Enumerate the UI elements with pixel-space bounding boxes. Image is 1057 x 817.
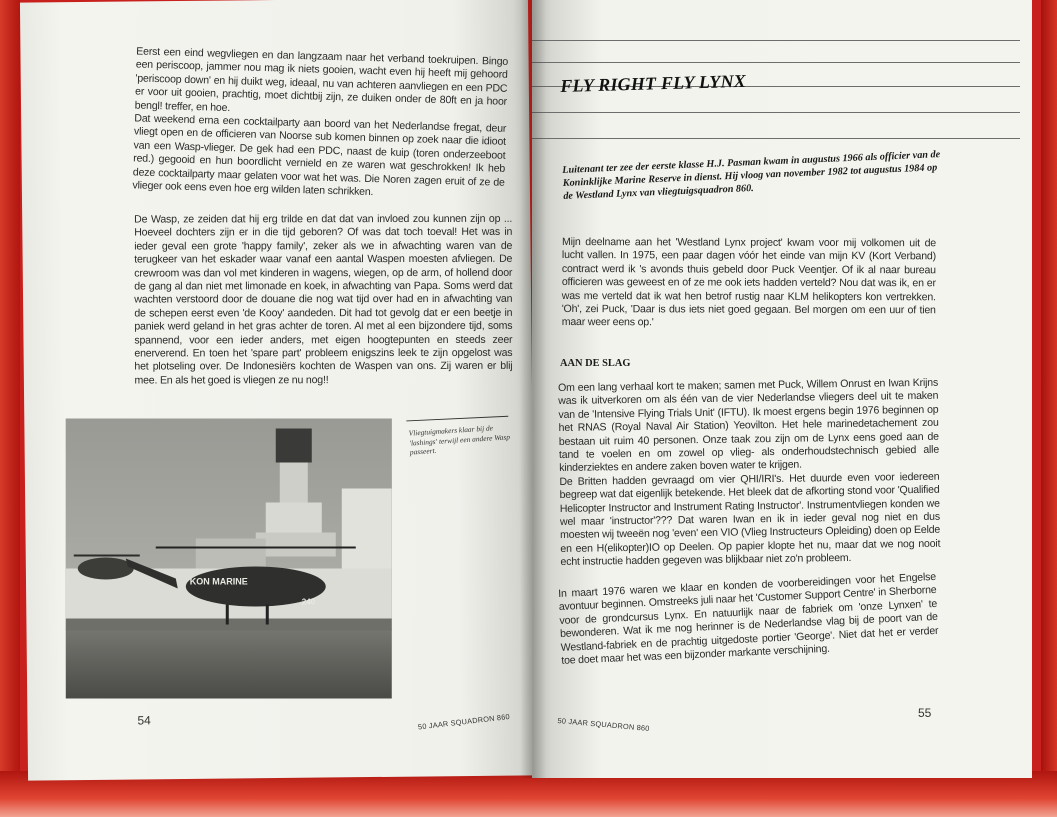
- right-text-block-2: [558, 377, 941, 570]
- title-rule: [532, 62, 1020, 63]
- title-rule: [532, 40, 1020, 41]
- chapter-intro: Luitenant ter zee der eerste klasse H.J. Pasman kwam in augustus 1966 als officier van de Koninklijke Marine Reserve in dienst. Hij vloog van november 1982 tot augustus 1984 op de Westland Lynx van vliegtuigsquadron 860.: [562, 149, 941, 203]
- photo-caption: Vliegtuigmakers klaar bij de 'lashings' terwijl een andere Wasp passeert.: [408, 423, 511, 457]
- footer-right: 50 JAAR SQUADRON 860: [557, 716, 650, 734]
- section-heading: AAN DE SLAG: [560, 358, 631, 369]
- helicopter-hull-text: KON MARINE: [189, 576, 248, 587]
- book-cover-edge-right: [1041, 0, 1057, 817]
- helicopter-number: 240: [301, 597, 316, 607]
- title-rule: [532, 138, 1020, 139]
- left-paragraph-2: Dat weekend erna een cocktailparty aan boord van het Nederlandse fregat, deur vliegt open en de officieren van Noorse sub komen binnen op zoek naar die idioot van een Wasp-vlieger. De gek had een PDC, naast de kuip (toren onderzeeboot red.) gegooid en hun boordlicht vernield en ze waren wat geschrokken! Ik heb deze cocktailparty maar gelaten voor wat het was. Die Noren zagen eruit of ze de vlieger ook eens even hoe erg wilden laten schrikken.: [132, 112, 507, 199]
- left-text-block-2: [134, 213, 512, 388]
- left-text-block-1: [132, 45, 508, 203]
- book-cover-edge-left: [0, 0, 20, 817]
- page-number-left: 54: [137, 713, 151, 728]
- title-rule: [532, 112, 1020, 113]
- right-text-block-1: [562, 236, 936, 331]
- caption-rule: [406, 416, 508, 422]
- left-paragraph-1: Eerst een eind wegvliegen en dan langzaam naar het verband toekruipen. Bingo een periscoop, jammer nou mag ik niets gooien, wacht even hij heeft mij gehoord 'periscoop down' en hij duikt weg, ideaal, nu van achteren aanvliegen en een PDC er voor uit gooien, prachtig, moet dichtbij zijn, ze duiken onder de 80ft en ja hoor bengl! treffer, en hoe.: [134, 45, 509, 114]
- right-text-block-3: [558, 571, 939, 669]
- right-paragraph-3: De Britten hadden gevraagd om vier QHI/IRI's. Het duurde even voor iedereen begreep wat dat eigenlijk betekende. Het bleek dat de afkorting stond voor 'Qualified Helicopter Instructor and Instrument Rating Instructor'. Instrumentvliegen konden we wel maar 'instructor'??? Dat waren Iwan en ik in ieder geval nog niet en dus moesten wij tweeën nog 'even' een VIO (Vlieg Instructeurs Opleiding) doen op Eelde en een H(elikopter)IO op Deelen. Op papier klopte het nu, maar dat we nog nooit echt instructie hadden gegeven was blijkbaar niet zo'n probleem.: [559, 470, 941, 569]
- ship-helicopter-photo: [66, 419, 392, 699]
- left-paragraph-3: De Wasp, ze zeiden dat hij erg trilde en dat dat van invloed zou kunnen zijn op ... Hoeveel dochters zijn er in die tijd geboren? Of was dat toch toeval! Het was in ieder geval een grote 'happy family', zeker als we in afwachting waren van de terugkeer van het eskader waar vanaf een aantal Waspen moesten afvliegen. De crewroom was dan vol met kinderen in wagens, wiegen, op de arm, of hollend door de gang al dan niet met limonade en koek, in afwachting van Papa. Soms werd dat wachten verstoord door de douane die nog wat tijd over had en in afwachting van de schepen eerst even 'de Kooy' aandeden. Dit had tot gevolg dat er een beetje in paniek werd geland in het gras achter de toren. Al met al een bijzondere tijd, soms spannend, voor een ieder anders, met eigen hoogtepunten en steeds zeer enerverend. En toen het 'spare part' probleem enigszins leek te zijn opgelost was het plotseling over. De Indonesiërs kochten de Waspen van ons. Zij waren er blij mee. En als het goed is vliegen ze nu nog!!: [134, 212, 513, 387]
- page-number-right: 55: [918, 706, 932, 720]
- chapter-title: FLY RIGHT FLY LYNX: [560, 70, 747, 96]
- right-page: [532, 0, 1032, 778]
- right-paragraph-4: In maart 1976 waren we klaar en konden de voorbereidingen voor het Engelse avontuur beginnen. Omstreeks juli naar het 'Customer Support Centre' in Sherborne voor de grondcursus Lynx. En natuurlijk naar de fabriek om 'onze Lynxen' te bewonderen. Wat ik me nog herinner is de Nederlandse vlag bij de poort van de Westland-fabriek en de prachtig uitgedoste portier 'George'. Niet dat het er verder toe doet maar het was een bijzonder markante verschijning.: [558, 570, 939, 667]
- footer-left: 50 JAAR SQUADRON 860: [417, 711, 511, 732]
- right-paragraph-1: Mijn deelname aan het 'Westland Lynx project' kwam voor mij volkomen uit de lucht vallen. In 1975, een paar dagen vóór het einde van mijn KV (Kort Verband) contract werd ik 's avonds thuis gebeld door Puck Veentjer. Of ik al naar bureau officieren was geweest en of ze me ook iets hadden verteld? Nou dat was ik, en er was me verteld dat ik wat hen betrof rustig naar KLM helikopters kon vertrekken. 'Oh', zei Puck, 'Daar is dus iets niet goed gegaan. Bel morgen om een uur of tien maar weer eens op.': [561, 236, 936, 329]
- right-paragraph-2: Om een lang verhaal kort te maken; samen met Puck, Willem Onrust en Iwan Krijns was ik uitverkoren om als één van de vier Nederlandse vliegers deel uit te maken van de 'Intensive Flying Trials Unit' (IFTU). Ik moest ergens begin 1976 beginnen op het RNAS (Royal Naval Air Station) Yeovilton. Het hele marinedetachement zou bestaan uit ruim 40 personen. Onze taak zou zijn om de Lynx eens goed aan de tand te voelen en om zowel op vlieg- als onderhoudstechnisch gebied alle kinderziektes en andere zaken boven water te krijgen.: [558, 376, 940, 475]
- book-gutter-shadow: [520, 0, 546, 778]
- left-page: [20, 0, 536, 781]
